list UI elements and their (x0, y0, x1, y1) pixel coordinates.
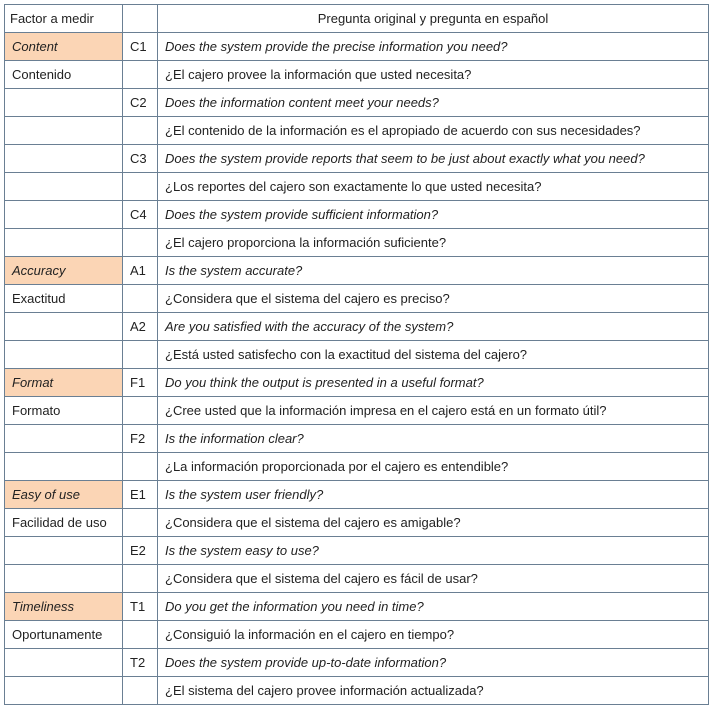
factor-cell (5, 341, 123, 369)
factor-cell: Oportunamente (5, 621, 123, 649)
question-original-cell: Is the system accurate? (158, 257, 709, 285)
code-cell: C4 (123, 201, 158, 229)
code-cell: F2 (123, 425, 158, 453)
question-spanish-cell: ¿Cree usted que la información impresa en el cajero está en un formato útil? (158, 397, 709, 425)
table-row (5, 537, 709, 565)
question-spanish-cell: ¿El contenido de la información es el apropiado de acuerdo con sus necesidades? (158, 117, 709, 145)
factor-cell: Exactitud (5, 285, 123, 313)
table-row (5, 145, 709, 173)
table-row (5, 117, 709, 145)
question-original-cell: Does the system provide the precise information you need? (158, 33, 709, 61)
factor-cell (5, 117, 123, 145)
factor-cell: Timeliness (5, 593, 123, 621)
factor-cell (5, 453, 123, 481)
header-factor: Factor a medir (5, 5, 123, 33)
factor-cell (5, 677, 123, 705)
table-row (5, 453, 709, 481)
question-spanish-cell: ¿Consiguió la información en el cajero en tiempo? (158, 621, 709, 649)
header-code (123, 5, 158, 33)
question-original-cell: Do you get the information you need in time? (158, 593, 709, 621)
table-row (5, 593, 709, 621)
factor-cell (5, 201, 123, 229)
factor-cell: Format (5, 369, 123, 397)
table-row (5, 201, 709, 229)
code-cell (123, 453, 158, 481)
table-row (5, 677, 709, 705)
code-cell: A1 (123, 257, 158, 285)
table-row (5, 33, 709, 61)
code-cell (123, 61, 158, 89)
table-row (5, 89, 709, 117)
code-cell: F1 (123, 369, 158, 397)
table-row (5, 565, 709, 593)
question-spanish-cell: ¿Los reportes del cajero son exactamente lo que usted necesita? (158, 173, 709, 201)
table-row (5, 481, 709, 509)
table-row (5, 341, 709, 369)
question-original-cell: Does the information content meet your needs? (158, 89, 709, 117)
question-spanish-cell: ¿Considera que el sistema del cajero es preciso? (158, 285, 709, 313)
factor-cell (5, 313, 123, 341)
factor-cell: Accuracy (5, 257, 123, 285)
question-original-cell: Does the system provide up-to-date information? (158, 649, 709, 677)
table-row (5, 509, 709, 537)
question-original-cell: Does the system provide reports that seem to be just about exactly what you need? (158, 145, 709, 173)
factor-cell: Easy of use (5, 481, 123, 509)
table-row (5, 173, 709, 201)
question-spanish-cell: ¿Está usted satisfecho con la exactitud del sistema del cajero? (158, 341, 709, 369)
header-row (5, 5, 709, 33)
code-cell: T1 (123, 593, 158, 621)
table-row (5, 257, 709, 285)
code-cell (123, 509, 158, 537)
question-original-cell: Does the system provide sufficient information? (158, 201, 709, 229)
table-row (5, 285, 709, 313)
factor-cell (5, 229, 123, 257)
code-cell (123, 341, 158, 369)
code-cell (123, 397, 158, 425)
code-cell: C1 (123, 33, 158, 61)
header-question: Pregunta original y pregunta en español (158, 5, 709, 33)
question-spanish-cell: ¿Considera que el sistema del cajero es fácil de usar? (158, 565, 709, 593)
code-cell: C2 (123, 89, 158, 117)
factor-cell: Content (5, 33, 123, 61)
question-spanish-cell: ¿El cajero proporciona la información suficiente? (158, 229, 709, 257)
table-row (5, 369, 709, 397)
factor-cell: Formato (5, 397, 123, 425)
code-cell (123, 621, 158, 649)
table-body (5, 33, 709, 705)
code-cell (123, 677, 158, 705)
code-cell (123, 173, 158, 201)
table-row (5, 61, 709, 89)
question-original-cell: Do you think the output is presented in a useful format? (158, 369, 709, 397)
code-cell: A2 (123, 313, 158, 341)
table-row (5, 649, 709, 677)
factor-cell (5, 537, 123, 565)
code-cell: E2 (123, 537, 158, 565)
factor-cell (5, 649, 123, 677)
question-spanish-cell: ¿El sistema del cajero provee información actualizada? (158, 677, 709, 705)
question-spanish-cell: ¿Considera que el sistema del cajero es amigable? (158, 509, 709, 537)
questionnaire-table (4, 4, 709, 705)
table-row (5, 397, 709, 425)
factor-cell (5, 173, 123, 201)
factor-cell (5, 89, 123, 117)
question-original-cell: Are you satisfied with the accuracy of the system? (158, 313, 709, 341)
code-cell (123, 565, 158, 593)
table-row (5, 229, 709, 257)
question-original-cell: Is the system easy to use? (158, 537, 709, 565)
code-cell: C3 (123, 145, 158, 173)
code-cell (123, 117, 158, 145)
question-spanish-cell: ¿La información proporcionada por el cajero es entendible? (158, 453, 709, 481)
code-cell (123, 229, 158, 257)
table-row (5, 425, 709, 453)
code-cell (123, 285, 158, 313)
code-cell: E1 (123, 481, 158, 509)
question-original-cell: Is the information clear? (158, 425, 709, 453)
factor-cell (5, 145, 123, 173)
factor-cell (5, 565, 123, 593)
table-row (5, 621, 709, 649)
factor-cell: Facilidad de uso (5, 509, 123, 537)
question-original-cell: Is the system user friendly? (158, 481, 709, 509)
question-spanish-cell: ¿El cajero provee la información que usted necesita? (158, 61, 709, 89)
table-row (5, 313, 709, 341)
factor-cell: Contenido (5, 61, 123, 89)
factor-cell (5, 425, 123, 453)
code-cell: T2 (123, 649, 158, 677)
